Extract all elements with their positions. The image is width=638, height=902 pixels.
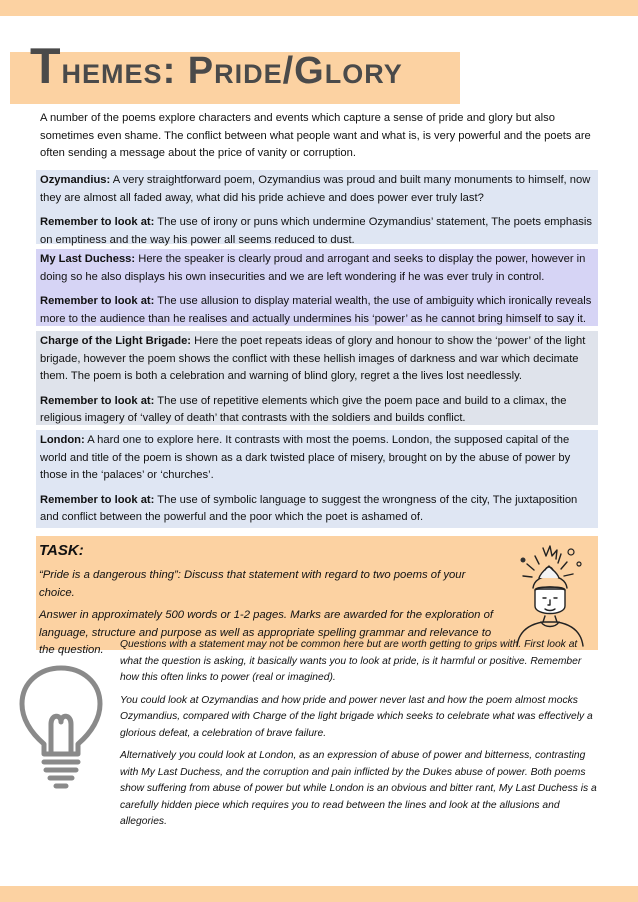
task-prompt: “Pride is a dangerous thing”: Discuss that statement with regard to two poems of your choice.	[39, 569, 466, 599]
task-instructions: Answer in approximately 500 words or 1-2 pages. Marks are awarded for the exploration of language, structure and purpose as well as appropriate spelling grammar and relevance to the question.	[39, 609, 493, 656]
poem-name: London:	[40, 434, 85, 446]
note-paragraph: Questions with a statement may not be common here but are worth getting to grips with. First look at what the question is asking, it basically wants you to look at pride, is it harmful or positive. Remember how this often links to power (real or imagined).	[120, 639, 582, 683]
section-look-at	[40, 393, 598, 428]
summary-text: Here the speaker is clearly proud and arrogant and seeks to display the power, however in doing so he also displays his own insecurities and we are left wondering if he was ever truly in control.	[40, 253, 586, 283]
look-text: The use of irony or puns which undermine Ozymandius’ statement, The poets emphasis on emptiness and the way his power all seems reduced to dust.	[40, 216, 592, 246]
section-look-at	[40, 293, 598, 328]
section-summary	[40, 172, 598, 207]
note-paragraph: You could look at Ozymandias and how pride and power never last and how the poem almost mocks Ozymandius, compared with Charge of the light brigade which seeks to celebrate what was effectively a glorious defeat, a celebration of brave failure.	[120, 694, 593, 739]
look-label: Remember to look at:	[40, 394, 155, 407]
poem-name: My Last Duchess:	[40, 253, 136, 265]
section-ozymandius	[36, 170, 598, 244]
summary-text: Here the poet repeats ideas of glory and honour to show the ‘power’ of the light brigade, however the poem shows the conflict with these hellish images of darkness and war which decimate them. The poem is both a celebration and warning of blind glory, regret a the lives lost needlessly.	[40, 335, 586, 382]
guidance-notes	[120, 637, 600, 831]
task-heading: TASK:	[39, 542, 84, 559]
bottom-accent-bar	[0, 886, 638, 902]
look-label: Remember to look at:	[40, 493, 155, 506]
look-label: Remember to look at:	[40, 295, 155, 307]
section-look-at	[40, 492, 598, 527]
exploding-head-icon	[505, 542, 591, 650]
section-summary	[40, 333, 598, 386]
summary-text: A very straightforward poem, Ozymandius was proud and built many monuments to himself, now they are almost all faded away, what did his pride achieve and does power ever truly last?	[40, 174, 591, 204]
section-my-last-duchess	[36, 249, 598, 326]
look-label: Remember to look at:	[40, 216, 155, 228]
poem-name: Ozymandius:	[40, 174, 111, 186]
intro-paragraph: A number of the poems explore characters and events which capture a sense of pride and glory but also sometimes even shame. The conflict between what people want and what is, is very powerful and the poets are often sending a message about the price of vanity or corruption.	[40, 112, 591, 159]
section-look-at	[40, 214, 598, 249]
poem-name: Charge of the Light Brigade:	[40, 335, 192, 347]
page-title: Themes: Pride/Glory	[30, 38, 403, 94]
section-summary	[40, 432, 598, 485]
summary-text: A hard one to explore here. It contrasts with most the poems. London, the supposed capital of the world and title of the poem is shown as a dark twisted place of misery, brought on by the abuse of power by those in the ‘palaces’ or ‘churches’.	[40, 434, 571, 481]
look-text: The use of symbolic language to suggest the wrongness of the city, The juxtaposition and conflict between the powerful and the poor which the poet is ashamed of.	[40, 493, 578, 523]
top-accent-bar	[0, 0, 638, 16]
section-light-brigade	[36, 331, 598, 425]
note-paragraph: Alternatively you could look at London, as an expression of abuse of power and bitterness, contrasting with My Last Duchess, and the corruption and pain inflicted by the Dukes abuse of power. Both poems show suffering from abuse of power but while London is an obvious and bitter rant, My Last Duchess is a carefully hidden piece which requires you to read between the lines and look at the allusions and allegories.	[120, 750, 597, 827]
look-text: The use of repetitive elements which give the poem pace and build to a climax, the religious imagery of ‘valley of death’ that contrasts with the soldiers and builds conflict.	[40, 394, 567, 424]
section-london	[36, 430, 598, 528]
lightbulb-icon	[16, 664, 106, 790]
look-text: The use allusion to display material wealth, the use of ambiguity which ironically reveals more to the audience than he realises and actually undermines his ‘power’ as he cannot bring himself to say it.	[40, 295, 592, 325]
section-summary	[40, 251, 598, 286]
